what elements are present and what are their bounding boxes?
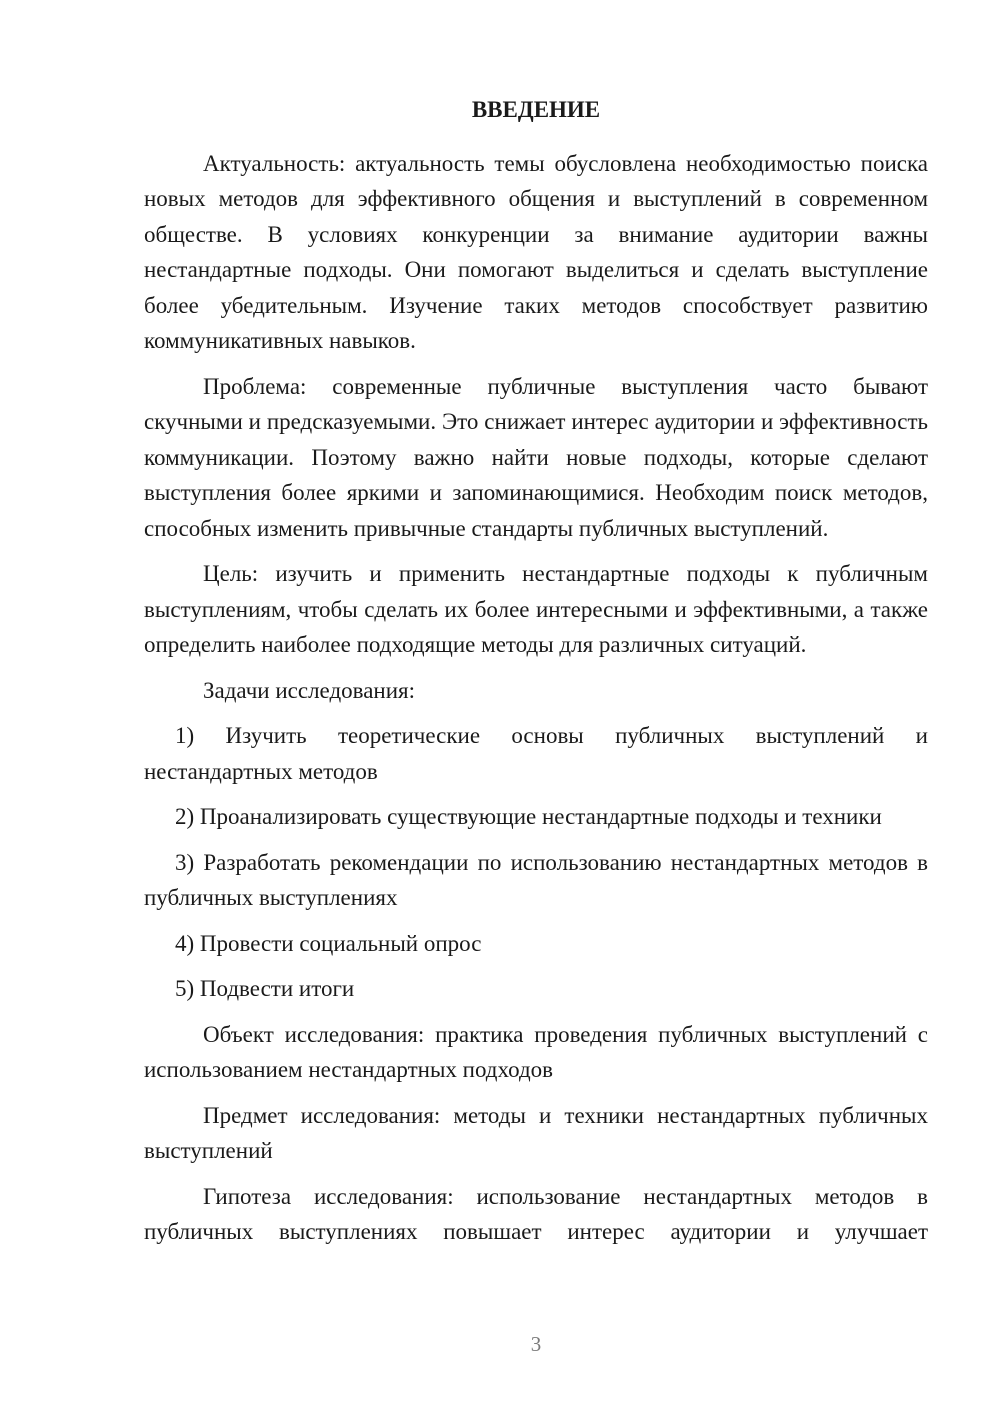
goal-paragraph: Цель: изучить и применить нестандартные подходы к публичным выступлениям, чтобы сделать их более интересными и эффективными, а также определить наиболее подходящие методы для различных ситуаций. [144, 561, 928, 657]
page-number: 3 [530, 1332, 542, 1356]
subject-paragraph: Предмет исследования: методы и техники нестандартных публичных выступлений [144, 1102, 928, 1163]
problem-paragraph: Проблема: современные публичные выступления часто бывают скучными и предсказуемыми. Это снижает интерес аудитории и эффективность коммуникации. Поэтому важно найти новые подходы, которые сделают выступления более яркими и запоминающимися. Необходим поиск методов, способных изменить привычные стандарты публичных выступлений. [144, 373, 928, 541]
task-item-1: 1) Изучить теоретические основы публичных выступлений и нестандартных методов [144, 723, 928, 784]
tasks-heading: Задачи исследования: [203, 677, 416, 703]
task-item-5: 5) Подвести итоги [175, 976, 355, 1001]
section-title: ВВЕДЕНИЕ [471, 97, 601, 122]
object-paragraph: Объект исследования: практика проведения публичных выступлений с использованием нестандартных подходов [144, 1021, 928, 1082]
hypothesis-paragraph: Гипотеза исследования: использование нестандартных методов в публичных выступлениях повышает интерес аудитории и улучшает [144, 1183, 928, 1244]
task-item-4: 4) Провести социальный опрос [175, 930, 482, 956]
task-item-3: 3) Разработать рекомендации по использованию нестандартных методов в публичных выступлениях [144, 849, 928, 910]
page-content [144, 92, 928, 1260]
task-item-2: 2) Проанализировать существующие нестандартные подходы и техники [175, 804, 882, 829]
relevance-paragraph: Актуальность: актуальность темы обусловлена необходимостью поиска новых методов для эффективного общения и выступлений в современном обществе. В условиях конкуренции за внимание аудитории важны нестандартные подходы. Они помогают выделиться и сделать выступление более убедительным. Изучение таких методов способствует развитию коммуникативных навыков. [144, 150, 928, 353]
